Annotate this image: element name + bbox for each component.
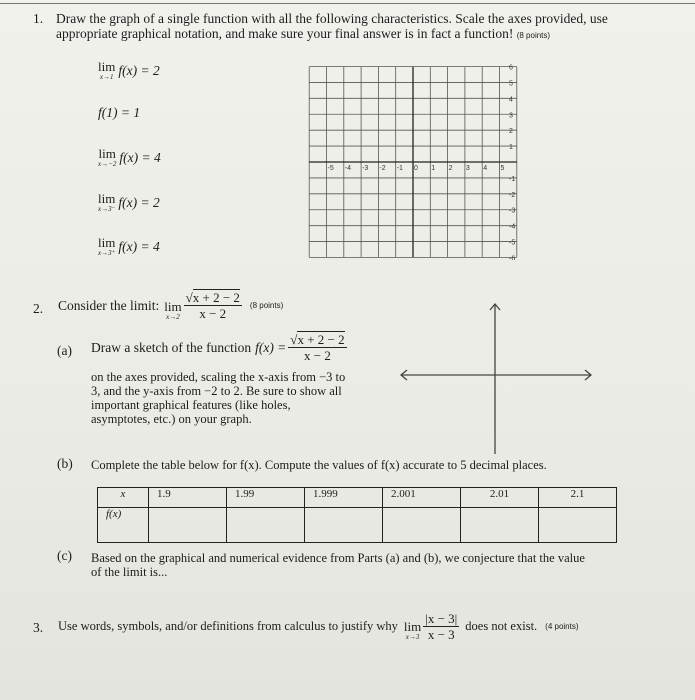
radicand: x + 2 − 2 bbox=[297, 332, 345, 347]
part-c-line-1: Based on the graphical and numerical evidence from Parts (a) and (b), we conjecture that the value bbox=[91, 551, 585, 565]
grid-y-tick-label: 3 bbox=[509, 112, 513, 120]
problem-3-points: (4 points) bbox=[545, 622, 579, 631]
grid-y-tick-label: 5 bbox=[509, 80, 513, 88]
table-input-cell[interactable] bbox=[305, 508, 383, 543]
lim-word: lim bbox=[98, 146, 116, 161]
table-input-cell[interactable] bbox=[227, 508, 305, 543]
part-a-lead-text: Draw a sketch of the function bbox=[91, 340, 252, 355]
grid-x-tick-label: 1 bbox=[431, 165, 436, 172]
lim-subscript: x→3 bbox=[405, 633, 420, 641]
table-cell: 1.9 bbox=[149, 488, 227, 508]
part-a-fx: f(x) = bbox=[255, 340, 287, 355]
table-header-fx: f(x) bbox=[98, 508, 149, 543]
condition-1 bbox=[98, 60, 160, 81]
fraction-numerator: |x − 3| bbox=[425, 611, 458, 626]
condition-2 bbox=[98, 105, 140, 120]
condition-expr: f(x) = 2 bbox=[118, 195, 160, 210]
limit-fraction bbox=[184, 290, 242, 321]
grid-y-tick-label: -6 bbox=[509, 255, 516, 260]
grid-x-tick-label: -1 bbox=[396, 165, 403, 172]
grid-x-tick-label: -4 bbox=[344, 165, 352, 172]
grid-y-tick-label: -2 bbox=[509, 191, 516, 199]
grid-x-tick-label: -2 bbox=[379, 165, 386, 172]
problem-3-statement bbox=[58, 611, 579, 642]
table-cell: 1.999 bbox=[305, 488, 383, 508]
table-cell: 2.1 bbox=[539, 488, 617, 508]
part-a-line: on the axes provided, scaling the x-axis from −3 to bbox=[91, 370, 346, 384]
table-input-cell[interactable] bbox=[149, 508, 227, 543]
table-cell: 2.001 bbox=[383, 488, 461, 508]
grid-y-tick-label: -1 bbox=[509, 175, 516, 183]
radicand: x + 2 − 2 bbox=[192, 290, 240, 305]
part-b-label: (b) bbox=[57, 456, 73, 471]
part-a-line: 3, and the y-axis from −2 to 2. Be sure to show all bbox=[91, 384, 342, 398]
problem-1-points: (8 points) bbox=[516, 31, 551, 40]
fraction-denominator: x − 3 bbox=[427, 627, 455, 642]
table-input-cell[interactable] bbox=[383, 508, 461, 543]
part-c-label: (c) bbox=[57, 548, 72, 563]
part-b-text: Complete the table below for f(x). Compute the values of f(x) accurate to 5 decimal places. bbox=[91, 458, 547, 472]
problem-2-number: 2. bbox=[33, 301, 44, 316]
table-cell: 2.01 bbox=[461, 488, 539, 508]
lim-subscript: x→2 bbox=[166, 313, 180, 321]
problem-3-number: 3. bbox=[33, 620, 44, 635]
coordinate-grid[interactable] bbox=[300, 64, 526, 260]
grid-y-tick-label: 2 bbox=[509, 128, 513, 136]
table-input-cell[interactable] bbox=[539, 508, 617, 543]
problem-3-tail: does not exist. bbox=[465, 619, 538, 633]
lim-subscript: x→3⁺ bbox=[98, 249, 116, 257]
fraction-denominator: x − 2 bbox=[304, 348, 331, 363]
problem-1-number: 1. bbox=[33, 11, 44, 26]
problem-2-intro: Consider the limit: bbox=[58, 298, 160, 313]
grid-y-tick-label: -3 bbox=[509, 207, 516, 215]
part-c-line-2: of the limit is... bbox=[91, 565, 168, 579]
grid-y-tick-label: -5 bbox=[509, 239, 516, 247]
grid-x-tick-label: 0 bbox=[414, 165, 418, 172]
part-a-lead bbox=[91, 332, 347, 363]
fraction-numerator: √x + 2 − 2 bbox=[185, 290, 240, 305]
grid-x-tick-label: -5 bbox=[327, 165, 334, 172]
part-a-label: (a) bbox=[57, 343, 72, 358]
fraction-denominator: x − 2 bbox=[199, 306, 227, 321]
lim-subscript: x→1 bbox=[99, 73, 114, 81]
top-rule bbox=[0, 3, 695, 4]
problem-2-statement bbox=[58, 290, 283, 321]
lim-word: lim bbox=[98, 235, 116, 250]
problem-2-points: (8 points) bbox=[249, 301, 284, 310]
table-header-x: x bbox=[98, 488, 149, 508]
grid-y-tick-label: 4 bbox=[509, 96, 513, 104]
problem-3-text: Use words, symbols, and/or definitions from calculus to justify why bbox=[58, 619, 398, 633]
lim-word: lim bbox=[164, 299, 182, 314]
part-a-line: asymptotes, etc.) on your graph. bbox=[91, 412, 252, 426]
condition-5 bbox=[98, 236, 160, 257]
grid-x-tick-label: -3 bbox=[362, 165, 369, 172]
grid-x-tick-label: 2 bbox=[448, 165, 453, 172]
table-input-cell[interactable] bbox=[461, 508, 539, 543]
problem-1-text bbox=[56, 11, 676, 43]
table-row bbox=[98, 508, 617, 543]
part-a-line: important graphical features (like holes, bbox=[91, 398, 291, 412]
grid-x-tick-label: 4 bbox=[483, 165, 488, 172]
table-cell: 1.99 bbox=[227, 488, 305, 508]
problem-1-line-2 bbox=[56, 26, 676, 43]
condition-3 bbox=[98, 147, 161, 168]
lim-subscript: x→3⁻ bbox=[98, 205, 116, 213]
condition-expr: f(x) = 4 bbox=[119, 150, 161, 165]
problem-3-fraction bbox=[423, 611, 459, 642]
part-a-axes[interactable] bbox=[395, 300, 595, 460]
condition-4 bbox=[98, 192, 160, 213]
problem-1-line-1: Draw the graph of a single function with all the following characteristics. Scale the axes provided, use bbox=[56, 11, 608, 26]
table-row bbox=[98, 488, 617, 508]
grid-x-tick-label: 3 bbox=[465, 165, 470, 172]
grid-y-tick-label: 6 bbox=[509, 64, 513, 72]
grid-x-tick-label: 5 bbox=[500, 165, 505, 172]
condition-expr: f(x) = 4 bbox=[118, 239, 160, 254]
part-a-instructions bbox=[91, 370, 371, 426]
condition-expr: f(1) = 1 bbox=[98, 105, 141, 120]
problem-1-line-2-text: appropriate graphical notation, and make sure your final answer is in fact a function! bbox=[56, 26, 514, 41]
part-a-fraction bbox=[288, 332, 346, 363]
lim-word: lim bbox=[403, 619, 422, 634]
part-c-text bbox=[91, 551, 681, 579]
condition-expr: f(x) = 2 bbox=[118, 63, 160, 78]
values-table bbox=[97, 487, 617, 543]
grid-y-tick-label: -4 bbox=[509, 223, 516, 231]
lim-word: lim bbox=[98, 59, 116, 74]
lim-word: lim bbox=[98, 191, 116, 206]
grid-y-tick-label: 1 bbox=[509, 144, 513, 152]
fraction-numerator: √x + 2 − 2 bbox=[290, 332, 345, 347]
lim-subscript: x→−2 bbox=[98, 160, 117, 168]
